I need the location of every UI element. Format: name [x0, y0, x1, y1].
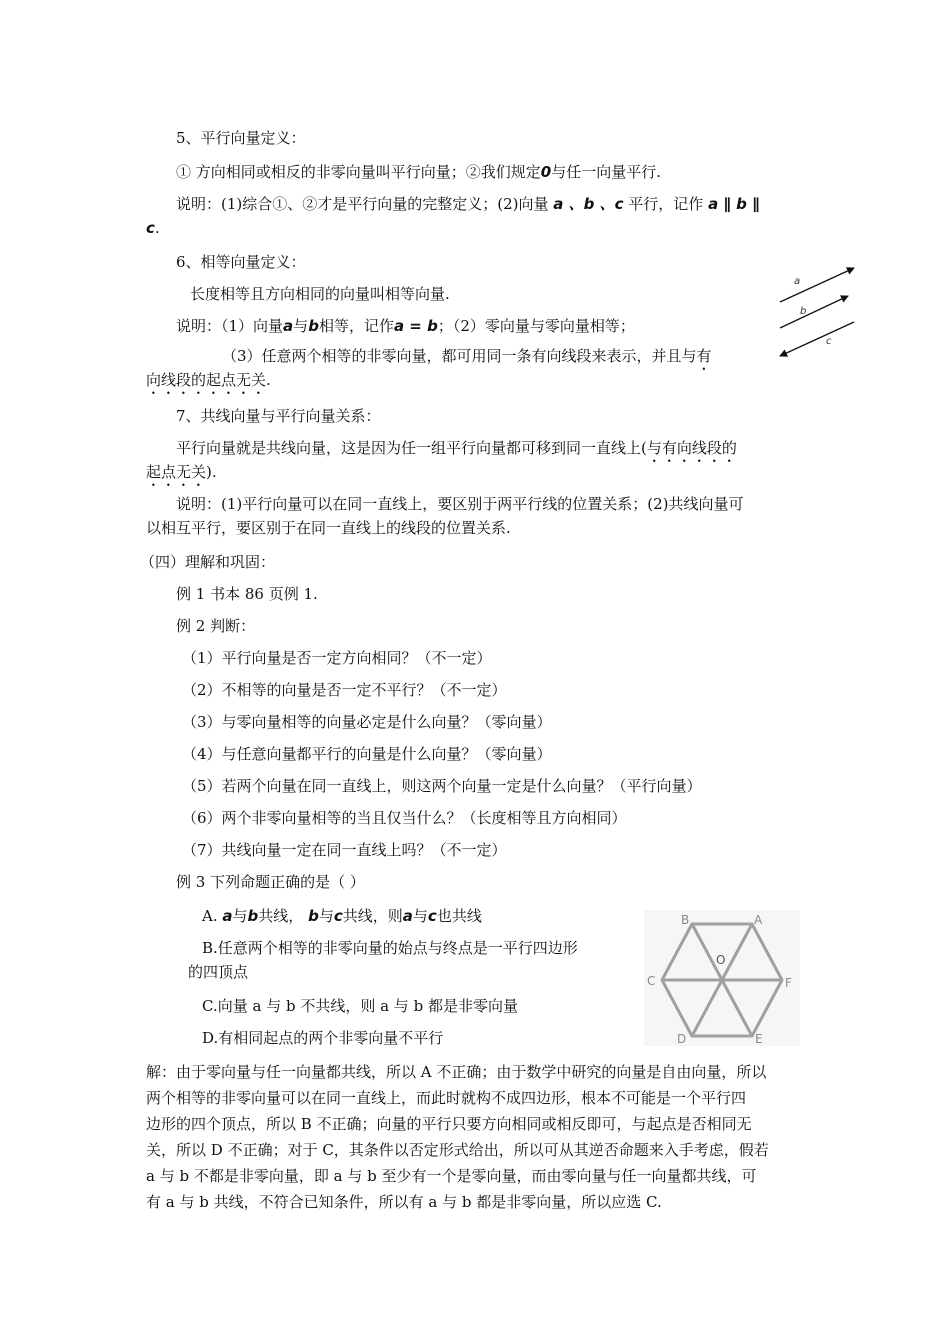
solution-line: 边形的四个顶点，所以 B 不正确；向量的平行只要方向相同或相反即可，与起点是否相同无: [146, 1115, 752, 1133]
example-2-item: （7）共线向量一定在同一直线上吗？（不一定）: [182, 841, 507, 859]
section7-title: 7、共线向量与平行向量关系：: [176, 407, 381, 425]
section5-definition: ① 方向相同或相反的非零向量叫平行向量；②我们规定0与任一向量平行.: [176, 163, 661, 181]
vector-b-label: b: [800, 306, 807, 317]
vertex-label-a: A: [754, 913, 763, 927]
example-2-item: （4）与任意向量都平行的向量是什么向量？（零向量）: [182, 745, 552, 763]
solution-line: 两个相等的非零向量可以在同一直线上，而此时就构不成四边形，根本不可能是一个平行四: [146, 1089, 747, 1107]
parallel-vectors-figure: [770, 262, 862, 360]
vector-a-label: a: [794, 276, 801, 287]
example-2-item: （6）两个非零向量相等的当且仅当什么？（长度相等且方向相同）: [182, 809, 627, 827]
option-d: D.有相同起点的两个非零向量不平行: [202, 1029, 444, 1047]
solution-line: 解：由于零向量与任一向量都共线，所以 A 不正确；由于数学中研究的向量是自由向量，所以: [146, 1063, 767, 1081]
section6-title: 6、相等向量定义：: [176, 253, 306, 271]
example-2-item: （5）若两个向量在同一直线上，则这两个向量一定是什么向量？（平行向量）: [182, 777, 702, 795]
vertex-label-c: C: [647, 974, 656, 988]
section5-note-cont: c.: [146, 219, 160, 237]
solution-line: a 与 b 不都是非零向量，即 a 与 b 至少有一个是零向量，而由零向量与任一向量都共线，可: [146, 1167, 757, 1185]
example-2: 例 2 判断：: [176, 617, 256, 635]
example-2-item: （1）平行向量是否一定方向相同？（不一定）: [182, 649, 492, 667]
vertex-label-d: D: [677, 1032, 687, 1046]
example-3: 例 3 下列命题正确的是（ ）: [176, 873, 365, 891]
section6-definition: 长度相等且方向相同的向量叫相等向量.: [190, 285, 450, 303]
section6-note3: （3）任意两个相等的非零向量，都可用同一条有向线段来表示，并且与有: [222, 347, 712, 365]
vertex-label-e: E: [755, 1032, 763, 1046]
solution-line: 关，所以 D 不正确；对于 C，其条件以否定形式给出，所以可从其逆否命题来入手考虑，假若: [146, 1141, 769, 1159]
section7-note-cont: 以相互平行，要区别于在同一直线上的线段的位置关系.: [146, 519, 511, 537]
solution-line: 有 a 与 b 共线，不符合已知条件，所以有 a 与 b 都是非零向量，所以应选 C.: [146, 1193, 662, 1211]
vector-a-arrow: [780, 268, 854, 302]
vector-c-label: c: [826, 336, 832, 347]
option-b-cont: 的四顶点: [188, 963, 249, 981]
vector-b-arrow: [780, 296, 848, 328]
option-b: B.任意两个相等的非零向量的始点与终点是一平行四边形: [202, 939, 578, 957]
example-2-item: （3）与零向量相等的向量必定是什么向量？（零向量）: [182, 713, 552, 731]
hexagon-figure: [644, 910, 800, 1046]
center-label-o: O: [716, 953, 726, 967]
section4-title: （四）理解和巩固：: [140, 553, 276, 571]
example-2-item: （2）不相等的向量是否一定不平行？（不一定）: [182, 681, 507, 699]
section6-note3-cont: 向线段的起点无关.: [146, 371, 271, 389]
section7-body-cont: 起点无关).: [146, 463, 217, 481]
section6-note1: 说明：（1）向量a与b相等，记作a = b；（2）零向量与零向量相等；: [176, 317, 635, 335]
example-1: 例 1 书本 86 页例 1.: [176, 585, 318, 603]
section5-note: 说明：(1)综合①、②才是平行向量的完整定义；(2)向量 a 、b 、c 平行，记作 a ∥ b ∥: [176, 195, 760, 213]
section7-note: 说明：(1)平行向量可以在同一直线上，要区别于两平行线的位置关系；(2)共线向量可: [176, 495, 744, 513]
section5-title: 5、平行向量定义：: [176, 129, 306, 147]
section7-body: 平行向量就是共线向量，这是因为任一组平行向量都可移到同一直线上(与有向线段的: [176, 439, 737, 457]
option-a: A. a与b共线， b与c共线，则a与c也共线: [202, 907, 482, 925]
vertex-label-f: F: [785, 976, 792, 990]
vector-c-arrow: [780, 322, 854, 356]
option-c: C.向量 a 与 b 不共线，则 a 与 b 都是非零向量: [202, 997, 518, 1015]
zero-vector-symbol: 0: [540, 163, 552, 181]
vertex-label-b: B: [681, 913, 690, 927]
